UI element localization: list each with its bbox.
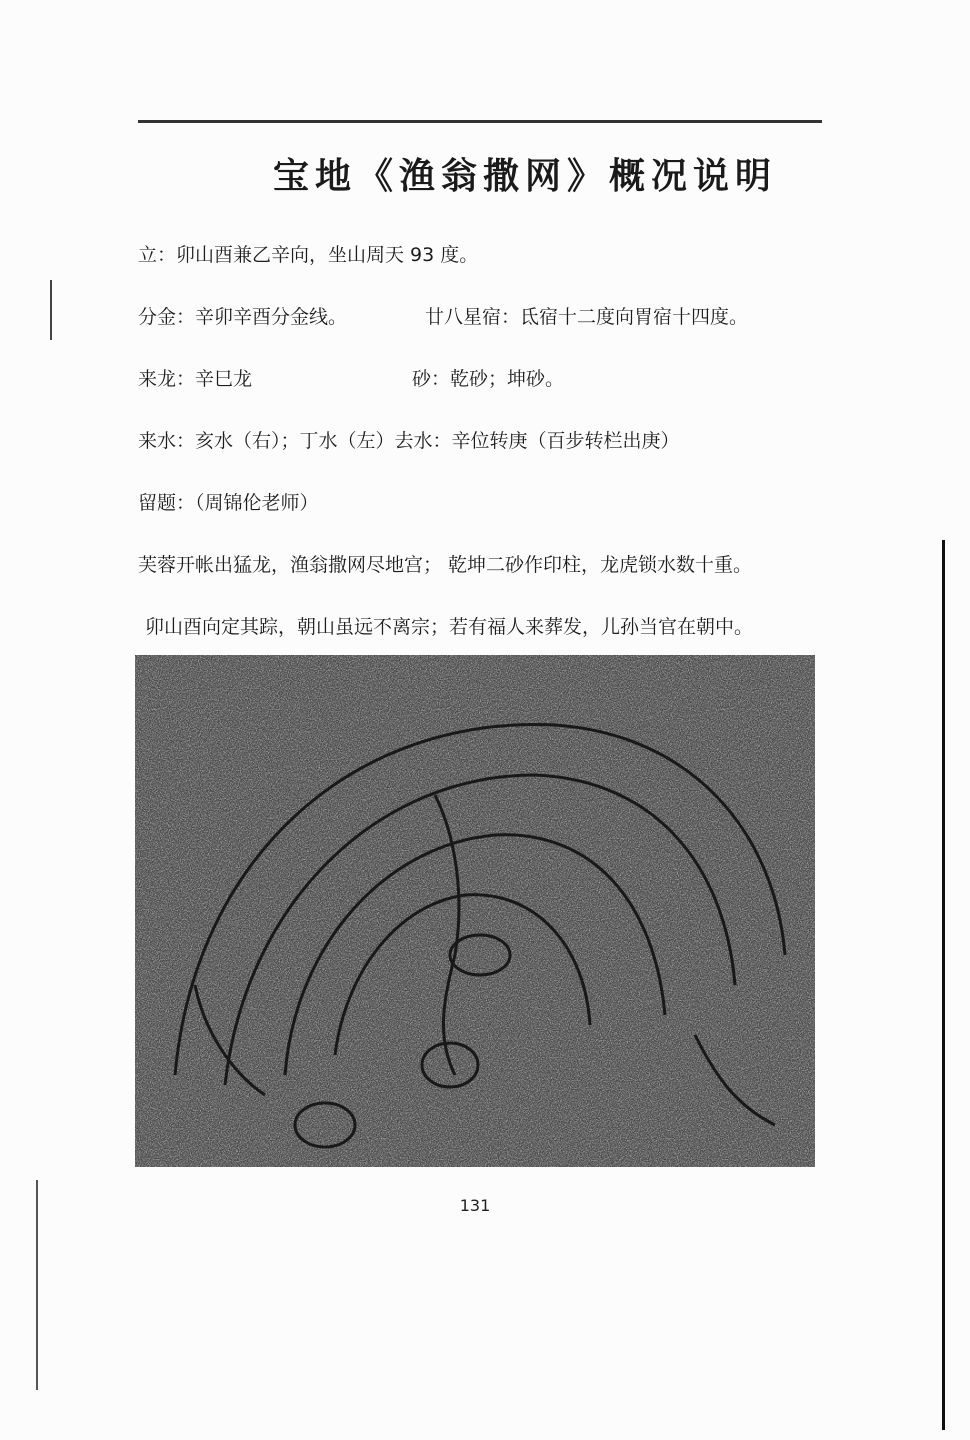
page-number: 131 — [459, 1196, 491, 1215]
page-title: 宝地《渔翁撒网》概况说明 — [272, 155, 777, 197]
scan-edge-mark-left — [50, 280, 52, 340]
photo-grain — [135, 655, 815, 1167]
poem-line-1: 芙蓉开帐出猛龙，渔翁撒网尽地宫； 乾坤二砂作印柱，龙虎锁水数十重。 — [138, 554, 753, 576]
terrain-photo-graphic — [135, 655, 815, 1167]
scan-edge-mark-left-lower — [36, 1180, 38, 1390]
xingxiu-line: 廿八星宿：氐宿十二度向胃宿十四度。 — [425, 306, 749, 328]
terrain-photo — [135, 655, 815, 1167]
poem-line-2: 卯山酉向定其踪，朝山虽远不离宗；若有福人来葬发，儿孙当官在朝中。 — [145, 616, 754, 638]
orientation-line: 立：卯山酉兼乙辛向，坐山周天 93 度。 — [138, 244, 479, 266]
fenjin-line: 分金：辛卯辛酉分金线。 — [138, 306, 348, 328]
liuti-line: 留题：（周锦伦老师） — [138, 492, 319, 514]
scan-edge-mark-right — [942, 540, 945, 1430]
header-rule — [138, 120, 822, 123]
laishui-line: 来水：亥水（右）；丁水（左）去水：辛位转庚（百步转栏出庚） — [138, 430, 680, 452]
lailong-line: 来龙：辛巳龙 — [138, 368, 253, 390]
sha-line: 砂：乾砂；坤砂。 — [412, 368, 565, 390]
